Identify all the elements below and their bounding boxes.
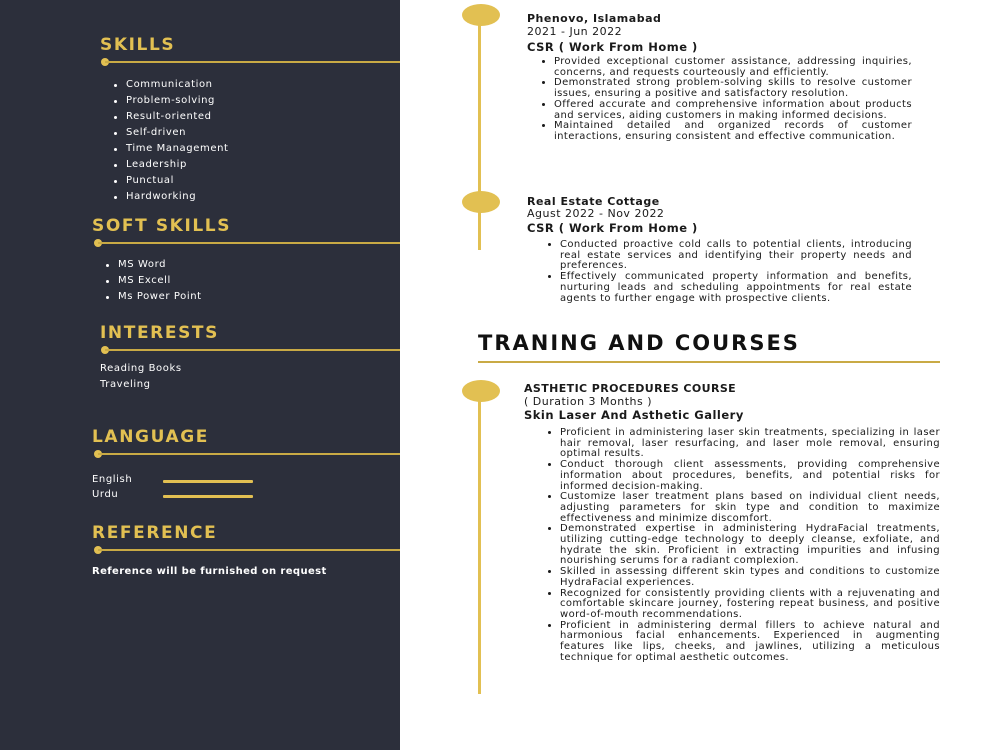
- job-period: Agust 2022 - Nov 2022: [527, 207, 665, 220]
- skill-item: Punctual: [112, 173, 229, 189]
- language-heading: LANGUAGE: [92, 427, 209, 447]
- skill-item: Time Management: [112, 141, 229, 157]
- language-level-bar-english: [163, 480, 253, 483]
- skills-list: [112, 77, 229, 205]
- language-level-bar-urdu: [163, 495, 253, 498]
- job-bullet: • Offered accurate and comprehensive information about products and services, aiding customers in making informed decisions.: [554, 100, 912, 121]
- job-bullet: • Effectively communicated property information and benefits, nurturing leads and scheduling appointments for real estate agents to further engage with prospective clients.: [560, 272, 912, 304]
- timeline-dot: [462, 380, 500, 402]
- sidebar: [0, 0, 400, 750]
- job-role: CSR ( Work From Home ): [527, 40, 698, 54]
- experience-timeline-line: [478, 14, 481, 250]
- job-bullet: • Demonstrated strong problem-solving skills to resolve customer issues, ensuring a positive and satisfactory resolution.: [554, 78, 912, 99]
- training-timeline-line: [478, 392, 481, 694]
- skill-item: Hardworking: [112, 189, 229, 205]
- reference-text: Reference will be furnished on request: [92, 566, 327, 577]
- training-rule: [478, 361, 940, 363]
- training-heading: TRANING AND COURSES: [478, 331, 800, 355]
- interests-heading: INTERESTS: [100, 323, 219, 343]
- language-name: Urdu: [92, 489, 119, 500]
- skill-item: Communication: [112, 77, 229, 93]
- interest-item: Reading Books: [100, 363, 182, 374]
- course-bullets: [548, 428, 940, 663]
- job-company: Real Estate Cottage: [527, 195, 660, 208]
- skill-item: Leadership: [112, 157, 229, 173]
- job-company: Phenovo, Islamabad: [527, 12, 662, 25]
- soft-skills-list: [104, 257, 202, 305]
- soft-skills-rule: [98, 242, 400, 244]
- skills-heading: SKILLS: [100, 35, 176, 55]
- course-bullet: • Customize laser treatment plans based on individual client needs, adjusting parameters for skin type and condition to maximize effectiveness and minimize discomfort.: [560, 492, 940, 524]
- interests-rule: [105, 349, 400, 351]
- course-bullet: • Proficient in administering dermal fillers to achieve natural and harmonious facial enhancements. Experienced in augmenting features like lips, cheeks, and jawlines, utilizing a meticulous technique for optimal aesthetic outcomes.: [560, 621, 940, 664]
- skill-item: Result-oriented: [112, 109, 229, 125]
- timeline-dot: [462, 191, 500, 213]
- job-bullet: • Maintained detailed and organized records of customer interactions, ensuring consistent and effective communication.: [554, 121, 912, 142]
- job-bullets: [542, 57, 912, 143]
- job-bullets: [548, 240, 912, 304]
- language-rule: [98, 453, 400, 455]
- timeline-dot: [462, 4, 500, 26]
- skill-item: Problem-solving: [112, 93, 229, 109]
- course-bullet: • Skilled in assessing different skin types and conditions to customize HydraFacial experiences.: [560, 567, 940, 588]
- job-period: 2021 - Jun 2022: [527, 25, 623, 38]
- skill-item: Self-driven: [112, 125, 229, 141]
- course-title: ASTHETIC PROCEDURES COURSE: [524, 382, 737, 395]
- main-content: [400, 0, 1000, 750]
- soft-skills-heading: SOFT SKILLS: [92, 216, 232, 236]
- course-duration: ( Duration 3 Months ): [524, 395, 653, 408]
- soft-skill-item: MS Word: [104, 257, 202, 273]
- course-place: Skin Laser And Asthetic Gallery: [524, 408, 744, 422]
- course-bullet: • Proficient in administering laser skin treatments, specializing in laser hair removal, laser resurfacing, and laser mole removal, ensuring optimal results.: [560, 428, 940, 460]
- soft-skill-item: MS Excell: [104, 273, 202, 289]
- job-role: CSR ( Work From Home ): [527, 221, 698, 235]
- job-bullet: • Conducted proactive cold calls to potential clients, introducing real estate services and identifying their property needs and preferences.: [560, 240, 912, 272]
- reference-heading: REFERENCE: [92, 523, 218, 543]
- job-bullet: • Provided exceptional customer assistance, addressing inquiries, concerns, and requests courteously and efficiently.: [554, 57, 912, 78]
- language-name: English: [92, 474, 133, 485]
- skills-rule: [105, 61, 400, 63]
- soft-skill-item: Ms Power Point: [104, 289, 202, 305]
- course-bullet: • Recognized for consistently providing clients with a rejuvenating and comfortable skincare journey, fostering repeat business, and positive word-of-mouth recommendations.: [560, 589, 940, 621]
- course-bullet: • Demonstrated expertise in administering HydraFacial treatments, utilizing cutting-edge technology to deeply cleanse, exfoliate, and hydrate the skin. Proficient in extracting impurities and infusing nourishing serums for a radiant complexion.: [560, 524, 940, 567]
- course-bullet: • Conduct thorough client assessments, providing comprehensive information about procedures, benefits, and potential risks for informed decision-making.: [560, 460, 940, 492]
- reference-rule: [98, 549, 400, 551]
- interest-item: Traveling: [100, 379, 151, 390]
